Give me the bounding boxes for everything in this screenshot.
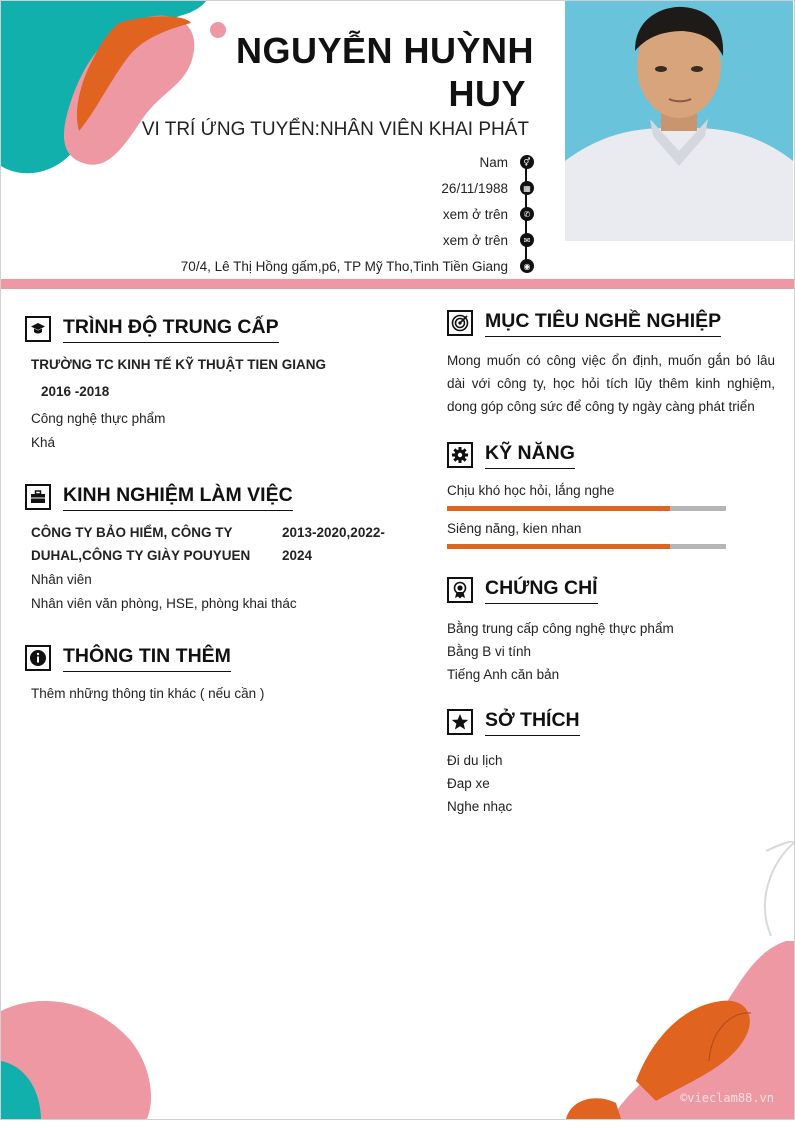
name-line-1: NGUYỄN HUỲNH bbox=[235, 30, 534, 71]
hobbies-section bbox=[447, 706, 775, 818]
education-years: 2016 -2018 bbox=[41, 384, 110, 399]
hobby-item: Nghe nhạc bbox=[447, 799, 513, 814]
skill-label: Chịu khó học hỏi, lắng nghe bbox=[447, 483, 615, 498]
section-title: SỞ THÍCH bbox=[485, 709, 580, 736]
certificate-item: Tiếng Anh căn bản bbox=[447, 667, 560, 682]
certificate-item: Bằng trung cấp công nghệ thực phẩm bbox=[447, 621, 674, 636]
contact-gender bbox=[14, 149, 534, 175]
phone-icon: ✆ bbox=[520, 207, 534, 221]
section-title: TRÌNH ĐỘ TRUNG CẤP bbox=[63, 316, 279, 343]
contact-text: xem ở trên bbox=[442, 206, 508, 222]
skill-level-fill bbox=[447, 544, 670, 549]
star-icon bbox=[447, 709, 473, 735]
contact-text: 26/11/1988 bbox=[441, 180, 508, 196]
contact-text: xem ở trên bbox=[442, 232, 508, 248]
skill-label: Siêng năng, kien nhan bbox=[447, 521, 582, 536]
section-title: MỤC TIÊU NGHỀ NGHIỆP bbox=[485, 310, 721, 337]
objective-line-1: Mong muốn có công việc ổn định, muốn gắn bó lâu bbox=[447, 353, 775, 368]
skill-bar bbox=[447, 506, 726, 511]
graduation-cap-icon bbox=[25, 316, 51, 342]
skill-bar bbox=[447, 544, 726, 549]
bottom-left-decoration bbox=[1, 991, 161, 1120]
company-line-1: CÔNG TY BẢO HIỂM, CÔNG TY bbox=[31, 525, 233, 540]
gear-icon bbox=[447, 442, 473, 468]
contact-text: 70/4, Lê Thị Hồng gấm,p6, TP Mỹ Tho,Tinh Tiền Giang bbox=[180, 258, 508, 274]
section-title: THÔNG TIN THÊM bbox=[63, 645, 231, 672]
school-name: TRƯỜNG TC KINH TẾ KỸ THUẬT TIEN GIANG bbox=[31, 357, 326, 372]
section-title: KỸ NĂNG bbox=[485, 442, 575, 469]
info-icon bbox=[25, 645, 51, 671]
award-icon bbox=[447, 577, 473, 603]
experience-role: Nhân viên bbox=[31, 572, 92, 587]
education-grade: Khá bbox=[31, 435, 56, 450]
section-title: CHỨNG CHỈ bbox=[485, 577, 598, 604]
briefcase-icon bbox=[25, 484, 51, 510]
experience-description: Nhân viên văn phòng, HSE, phòng khai thác bbox=[31, 596, 297, 611]
section-title: KINH NGHIỆM LÀM VIỆC bbox=[63, 484, 293, 511]
objective-section bbox=[447, 307, 775, 418]
additional-info-text: Thêm những thông tin khác ( nếu cần ) bbox=[31, 686, 265, 701]
location-icon: ◉ bbox=[520, 259, 534, 273]
certificate-item: Bằng B vi tính bbox=[447, 644, 532, 659]
person-portrait bbox=[565, 1, 793, 241]
company-line-2: DUHAL,CÔNG TY GIÀY POUYUEN bbox=[31, 548, 251, 563]
candidate-name bbox=[134, 29, 534, 115]
skill-level-fill bbox=[447, 506, 670, 511]
name-line-2: HUY bbox=[448, 73, 526, 114]
watermark: ©vieclam88.vn bbox=[680, 1091, 774, 1105]
additional-info-section bbox=[25, 642, 405, 705]
contact-birthday bbox=[14, 175, 534, 201]
skills-section bbox=[447, 439, 775, 555]
target-icon bbox=[447, 310, 473, 336]
experience-section bbox=[25, 481, 405, 615]
education-major: Công nghệ thực phẩm bbox=[31, 411, 166, 426]
email-icon: ✉ bbox=[520, 233, 534, 247]
objective-line-2: dài với công ty, học hỏi tích lũy thêm kinh nghiệm, bbox=[447, 376, 775, 391]
hobby-item: Đap xe bbox=[447, 776, 490, 791]
hobby-item: Đi du lịch bbox=[447, 753, 503, 768]
experience-years-line-2: 2024 bbox=[282, 548, 313, 563]
contact-email bbox=[14, 227, 534, 253]
experience-years-line-1: 2013-2020,2022- bbox=[282, 525, 385, 540]
profile-photo bbox=[565, 1, 793, 241]
contact-list bbox=[14, 149, 534, 279]
contact-phone bbox=[14, 201, 534, 227]
contact-text: Nam bbox=[479, 154, 508, 170]
header-divider bbox=[1, 279, 794, 289]
objective-line-3: dong góp công sức để công ty ngày càng phát triển bbox=[447, 399, 755, 414]
education-section bbox=[25, 313, 405, 454]
gender-icon: ⚥ bbox=[520, 155, 534, 169]
position-title: VI TRÍ ỨNG TUYỂN:NHÂN VIÊN KHAI PHÁT bbox=[141, 119, 529, 140]
contact-address bbox=[14, 253, 534, 279]
calendar-icon: ▦ bbox=[520, 181, 534, 195]
certificates-section bbox=[447, 574, 775, 686]
bottom-right-decoration bbox=[561, 841, 795, 1120]
